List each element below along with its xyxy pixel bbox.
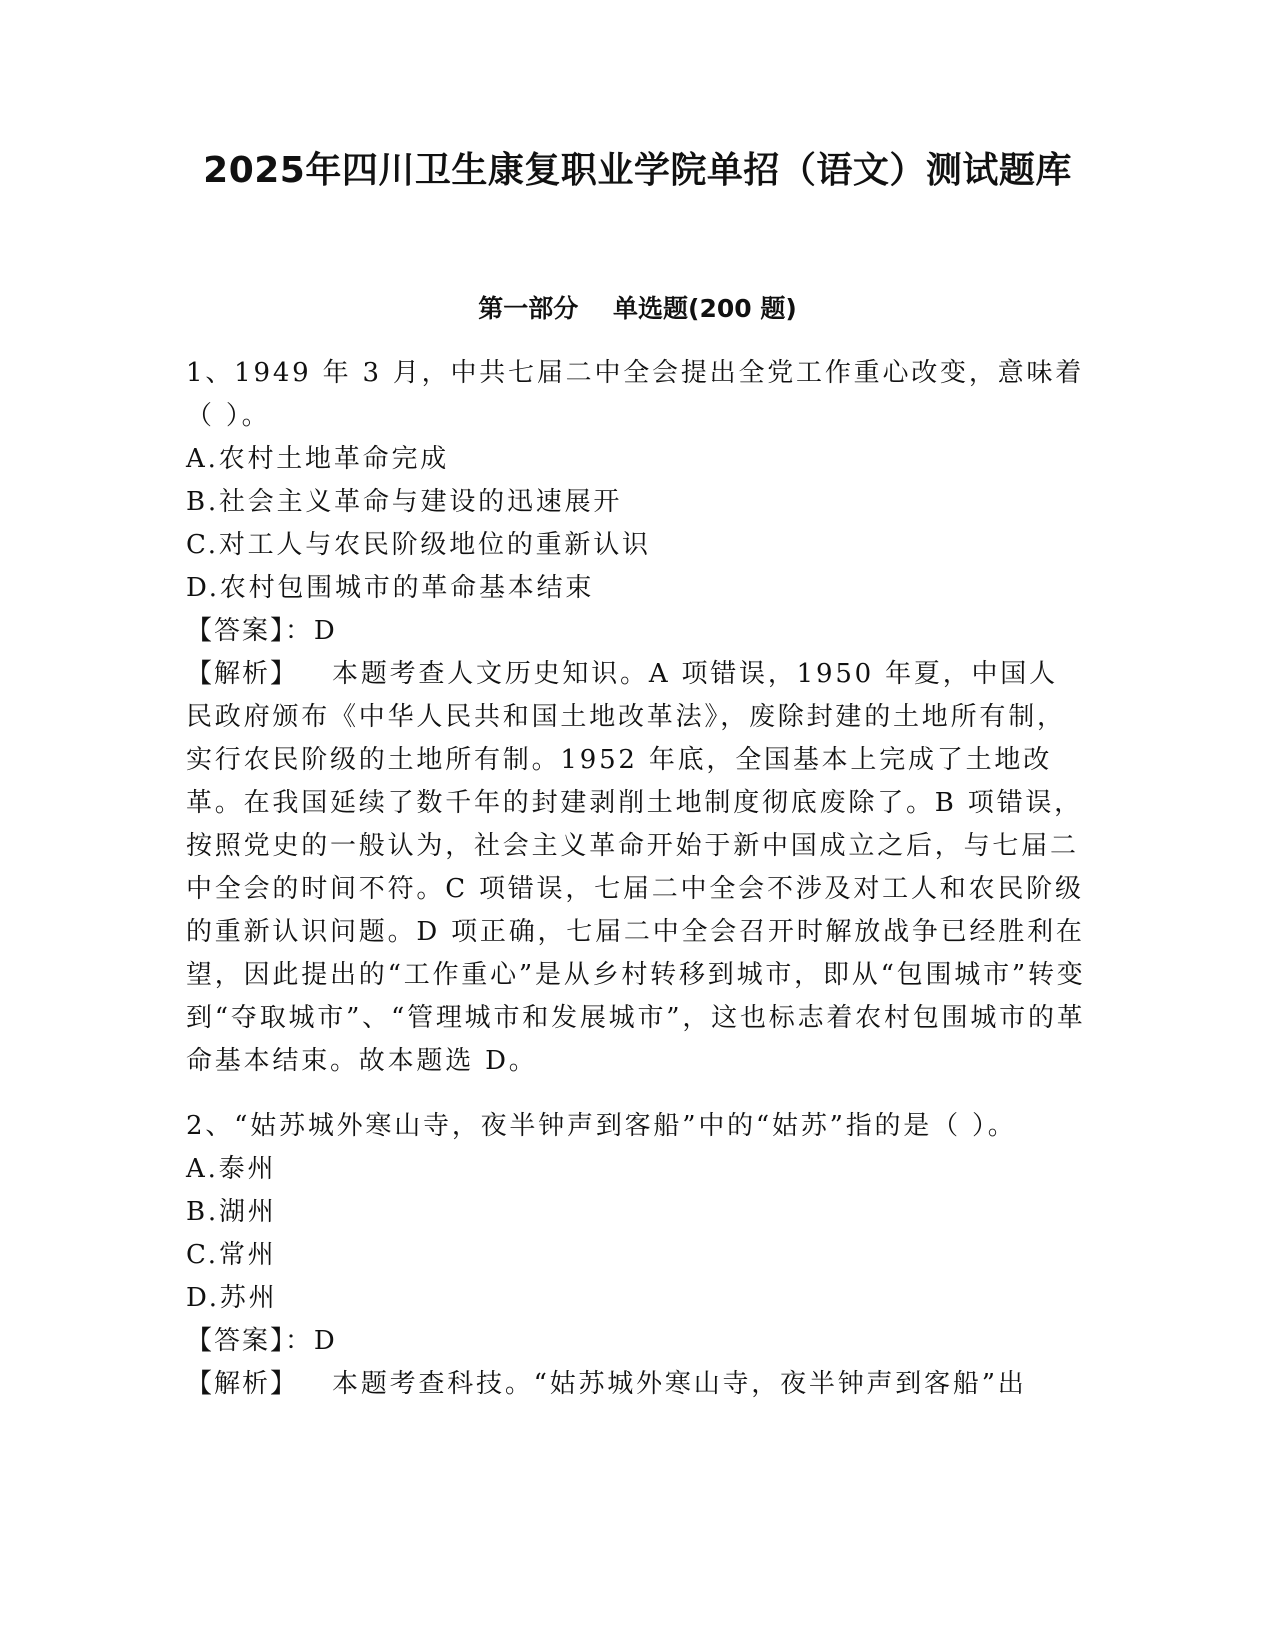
question-stem: 1、1949 年 3 月，中共七届二中全会提出全党工作重心改变，意味着（ ）。: [186, 358, 1085, 431]
option-a: A.农村土地革命完成: [186, 444, 450, 474]
answer-label: 【答案】: [186, 1326, 286, 1356]
option-c: C.对工人与农民阶级地位的重新认识: [186, 530, 651, 560]
question-stem: 2、“姑苏城外寒山寺，夜半钟声到客船”中的“姑苏”指的是（ ）。: [186, 1111, 1017, 1141]
option-d: D.苏州: [186, 1283, 278, 1313]
answer-separator: ：: [285, 1326, 314, 1356]
analysis-label: 【解析】: [186, 1369, 299, 1399]
question-1: [186, 352, 1086, 1083]
answer-line: [186, 610, 1086, 653]
answer-label: 【答案】: [186, 616, 286, 646]
analysis-paragraph: [186, 1363, 1086, 1406]
answer-separator: ：: [285, 616, 314, 646]
analysis-label: 【解析】: [186, 659, 299, 689]
answer-value: D: [313, 1326, 338, 1356]
question-list: [186, 352, 1086, 1406]
option-b: B.社会主义革命与建设的迅速展开: [186, 487, 623, 517]
question-2: [186, 1105, 1086, 1406]
section-heading: 第一部分 单选题(200 题): [478, 294, 797, 323]
analysis-text: 本题考查科技。“姑苏城外寒山寺，夜半钟声到客船”出: [332, 1369, 1027, 1399]
option-d: D.农村包围城市的革命基本结束: [186, 573, 595, 603]
document-title: 2025年四川卫生康复职业学院单招（语文）测试题库: [203, 150, 1072, 191]
analysis-text: 本题考查人文历史知识。A 项错误，1950 年夏，中国人民政府颁布《中华人民共和国土地改革法》，废除封建的土地所有制，实行农民阶级的土地所有制。1952 年底，全国基本上完成了土地改革。在我国延续了数千年的封建剥削土地制度彻底废除了。B 项错误，按照党史的一般认为，社会主义革命开始于新中国成立之后，与七届二中全会的时间不符。C 项错误，七届二中全会不涉及对工人和农民阶级的重新认识问题。D 项正确，七届二中全会召开时解放战争已经胜利在望，因此提出的“工作重心”是从乡村转移到城市，即从“包围城市”转变到“夺取城市”、“管理城市和发展城市”，这也标志着农村包围城市的革命基本结束。故本题选 D。: [186, 659, 1086, 1076]
option-b: B.湖州: [186, 1197, 277, 1227]
option-a: A.泰州: [186, 1154, 277, 1184]
answer-line: [186, 1320, 1086, 1363]
analysis-paragraph: [186, 653, 1086, 1083]
answer-value: D: [313, 616, 338, 646]
option-c: C.常州: [186, 1240, 277, 1270]
